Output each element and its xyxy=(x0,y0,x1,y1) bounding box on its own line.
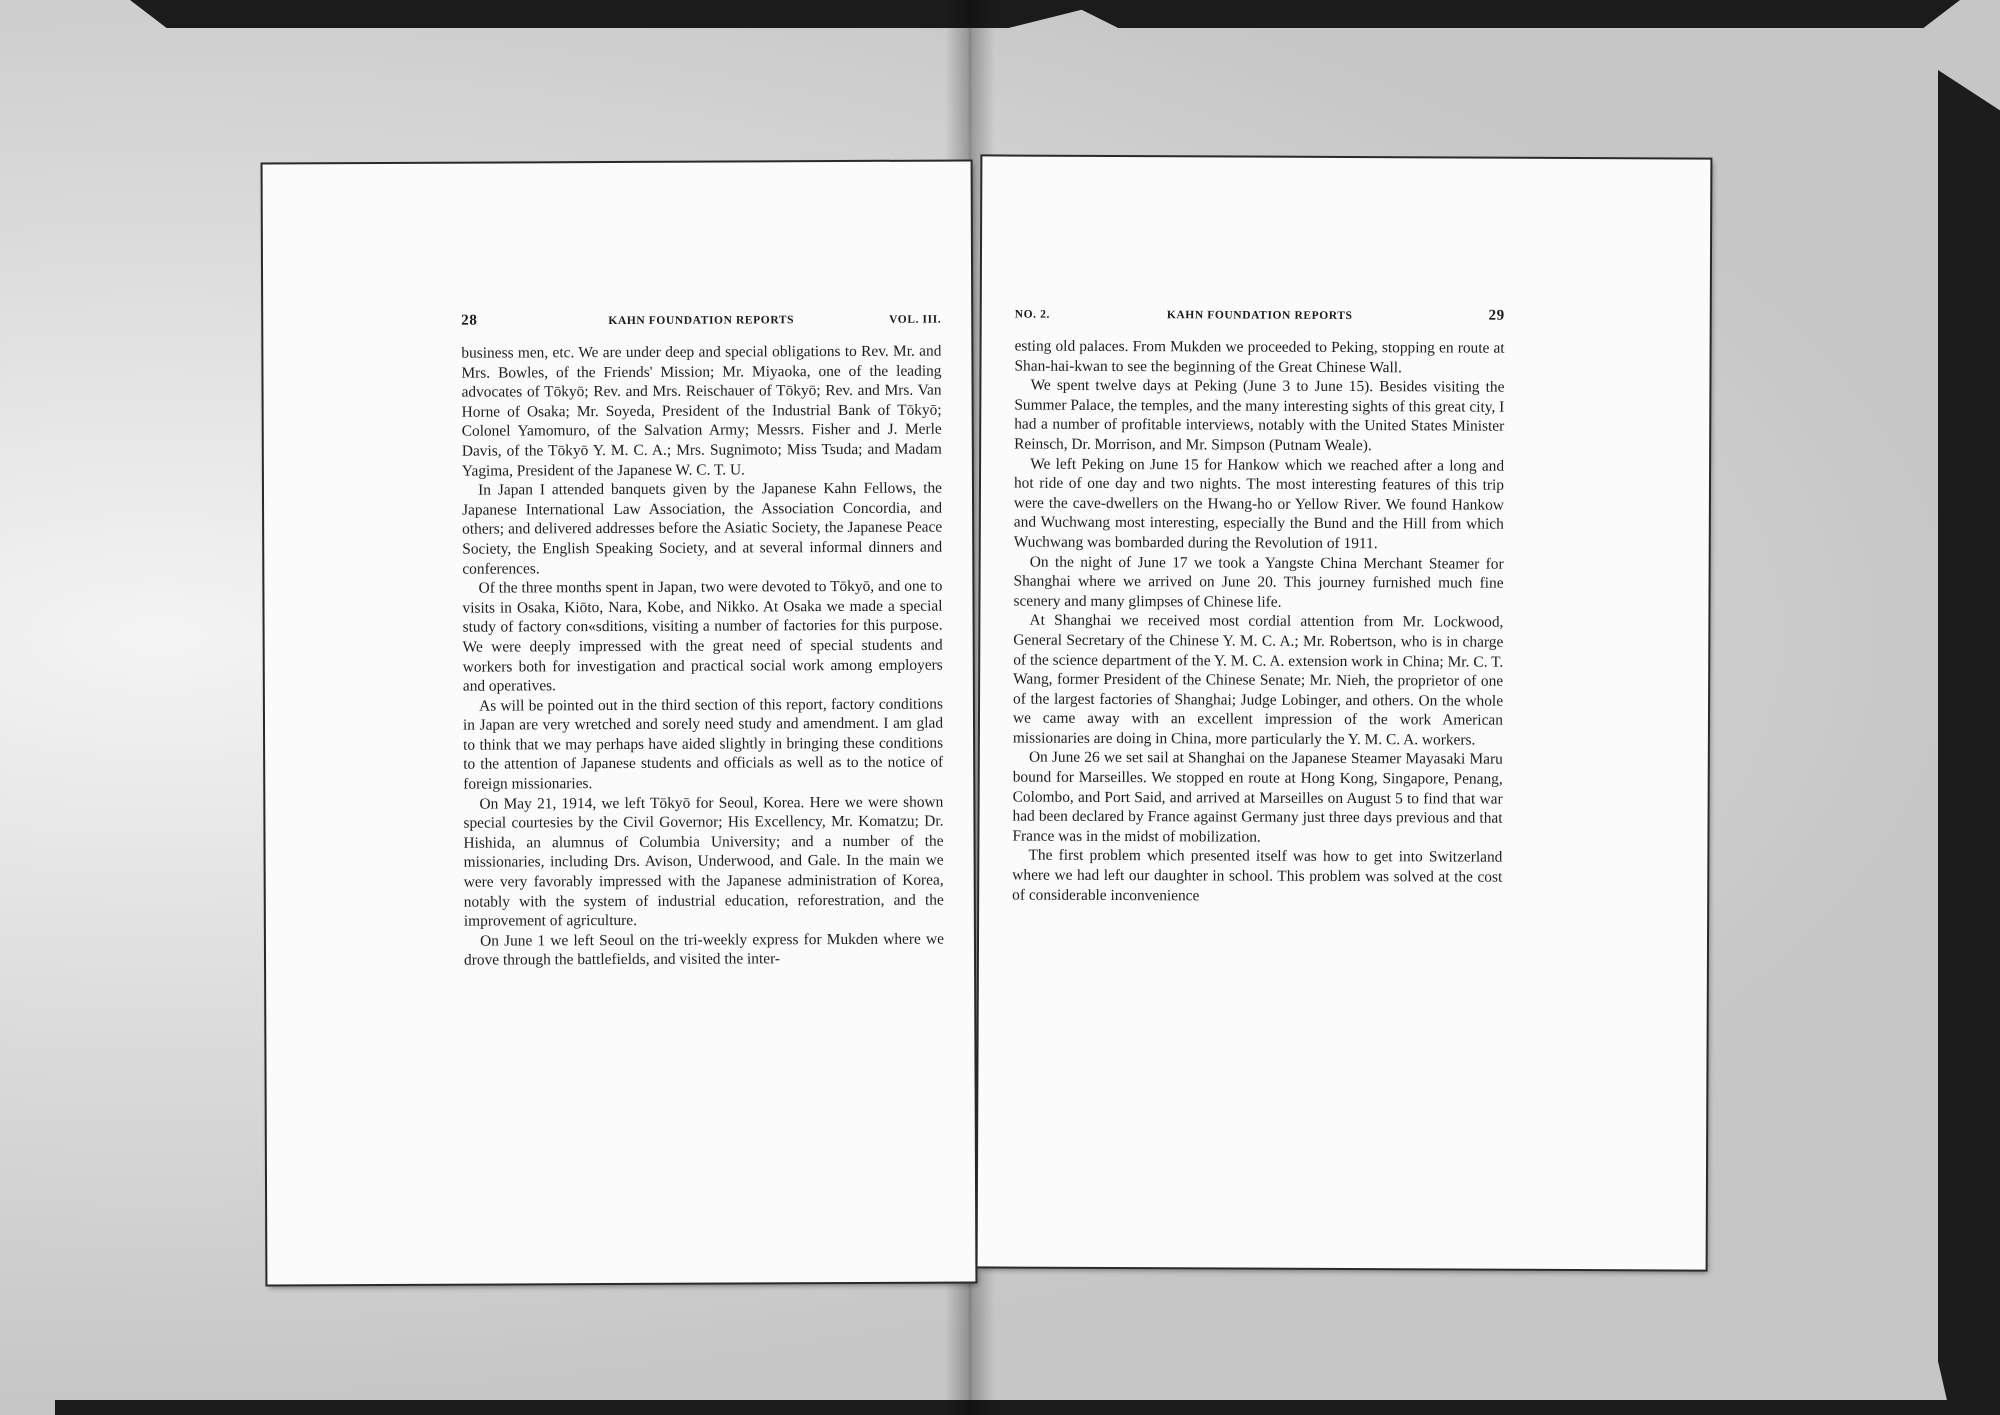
paragraph: We spent twelve days at Peking (June 3 to June 15). Besides visiting the Summer Palace, the temples, and the many interesting sights of this great city, I had a number of profitable interviews, notably with the United States Minister Reinsch, Dr. Morrison, and Mr. Simpson (Putnam Weale). xyxy=(1014,376,1505,455)
paragraph: In Japan I attended banquets given by the Japanese Kahn Fellows, the Japanese International Law Association, the Association Concordia, and others; and delivered addresses before the Asiatic Society, the Japanese Peace Society, the English Speaking Society, and at several informal dinners and conferences. xyxy=(462,479,943,578)
paragraph: The first problem which presented itself was how to get into Switzerland where we had left our daughter in school. This problem was solved at the cost of considerable inconvenience xyxy=(1012,847,1503,904)
scanner-edge-bottom xyxy=(55,1400,2000,1415)
running-title: KAHN FOUNDATION REPORTS xyxy=(608,314,795,328)
volume-label: VOL. III. xyxy=(889,313,942,326)
left-page xyxy=(263,161,976,1284)
paragraph: At Shanghai we received most cordial attention from Mr. Lockwood, General Secretary of the Chinese Y. M. C. A.; Mr. Robertson, who is in charge of the science department of the Y. M. C. A. extension work in China; Mr. C. T. Wang, former President of the Chinese Senate; Mr. Nieh, the proprietor of one of the largest factories of Shanghai; Judge Lobinger, and others. On the whole we came away with an excellent impression of the work American missionaries are doing in China, more particularly the Y. M. C. A. workers. xyxy=(1012,611,1504,749)
right-page-body xyxy=(1012,337,1504,907)
paragraph: On May 21, 1914, we left Tōkyō for Seoul, Korea. Here we were shown special courtesies by the Civil Governor; His Excellency, Mr. Komatzu; Dr. Hishida, an alumnus of Columbia University; and a number of the missionaries, including Drs. Avison, Underwood, and Gale. In the main we were very favorably impressed with the Japanese administration of Korea, notably with the system of industrial education, reforestration, and the improvement of agriculture. xyxy=(463,793,944,930)
running-title: KAHN FOUNDATION REPORTS xyxy=(1166,309,1353,323)
left-page-body xyxy=(461,342,944,971)
page-number: 28 xyxy=(461,312,478,329)
paragraph: We left Peking on June 15 for Hankow which we reached after a long and hot ride of one day and two nights. The most interesting features of this trip were the cave-dwellers on the Hwang-ho or Yellow River. We found Hankow and Wuchwang most interesting, especially the Bund and the Hill from which Wuchwang was bombarded during the Revolution of 1911. xyxy=(1013,455,1505,553)
paragraph: As will be pointed out in the third section of this report, factory conditions in Japan are very wretched and sorely need study and amendment. I am glad to think that we may perhaps have aided slightly in bringing these conditions to the attention of Japanese students and officials as well as to the notice of foreign missionaries. xyxy=(462,695,944,793)
page-number: 29 xyxy=(1488,307,1505,324)
paragraph: On the night of June 17 we took a Yangste China Merchant Steamer for Shanghai where we arrived on June 20. This journey furnished much fine scenery and many glimpses of Chinese life. xyxy=(1013,553,1504,611)
right-page xyxy=(978,156,1711,1269)
scanner-edge-right xyxy=(1938,70,2000,1415)
paragraph: esting old palaces. From Mukden we proceeded to Peking, stopping en route at Shan-hai-kwan to see the beginning of the Great Chinese Wall. xyxy=(1014,337,1505,376)
issue-number-label: NO. 2. xyxy=(1014,308,1050,321)
paragraph: business men, etc. We are under deep and special obligations to Rev. Mr. and Mrs. Bowles, of the Friends' Mission; Mr. Miyaoka, one of the leading advocates of Tōkyō; Rev. and Mrs. Reischauer of Tōkyō; Rev. and Mrs. Van Horne of Osaka; Mr. Soyeda, President of the Industrial Bank of Tōkyō; Colonel Yamomuro, of the Salvation Army; Messrs. Fisher and J. Merle Davis, of the Tōkyō Y. M. C. A.; Mrs. Sugnimoto; Miss Tsuda; and Madam Yagima, President of the Japanese W. C. T. U. xyxy=(461,342,942,480)
paragraph: On June 26 we set sail at Shanghai on the Japanese Steamer Mayasaki Maru bound for Marseilles. We stopped en route at Hong Kong, Singapore, Penang, Colombo, and Port Said, and arrived at Marseilles on August 5 to find that war had been declared by France against Germany just three days previous and that France was in the midst of mobilization. xyxy=(1012,749,1503,846)
paragraph: On June 1 we left Seoul on the tri-weekly express for Mukden where we drove through the battlefields, and visited the inter- xyxy=(463,930,944,970)
left-page-header xyxy=(461,314,941,336)
right-page-header xyxy=(1015,309,1505,331)
paragraph: Of the three months spent in Japan, two were devoted to Tōkyō, and one to visits in Osaka, Kiōto, Nara, Kobe, and Nikko. At Osaka we made a special study of factory con«sditions, visiting a number of factories for this purpose. We were deeply impressed with the great need of special students and workers both for investigation and practical social work among employers and operatives. xyxy=(462,577,943,695)
